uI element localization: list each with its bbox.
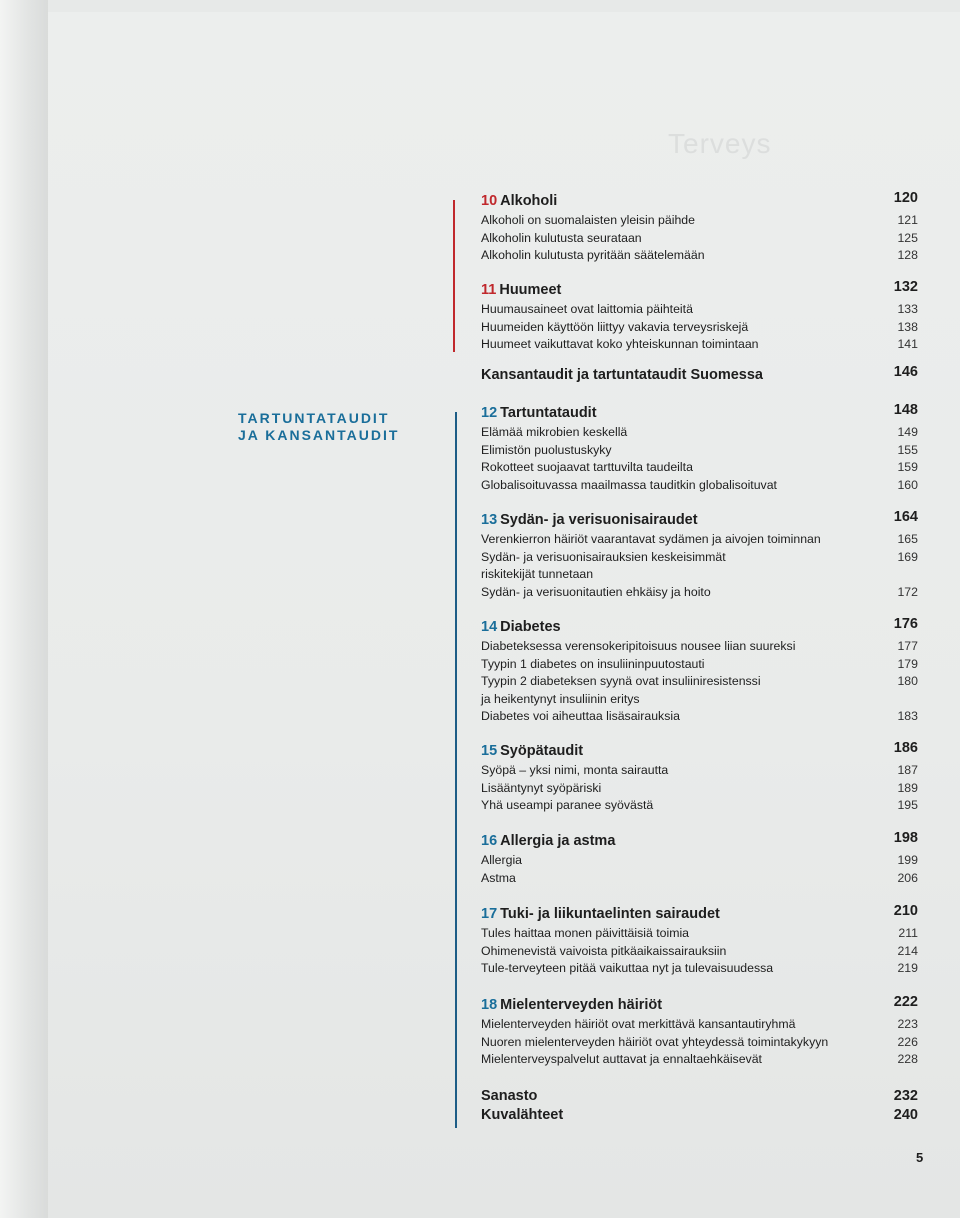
toc-entry: Huumausaineet ovat laittomia päihteitä 133 [481,302,918,316]
toc-entry: ja heikentynyt insuliinin eritys [481,691,640,706]
chapter-title: Tuki- ja liikuntaelinten sairaudet [500,906,720,922]
toc-chapter [481,509,918,601]
toc-chapter [481,740,918,815]
toc-entry: Alkoholin kulutusta pyritään säätelemään 128 [481,248,918,262]
chapter-title: Mielenterveyden häiriöt [500,997,663,1013]
toc-entry: riskitekijät tunnetaan [481,567,594,581]
toc-chapter [481,402,918,494]
toc-end-entries [481,1087,918,1125]
toc-entry: Sydän- ja verisuonitautien ehkäisy ja hoito 172 [481,584,918,599]
toc-entry: Mielenterveyden häiriöt ovat merkittävä kansantautiryhmä 223 [481,1017,918,1031]
toc-entry: Lisääntynyt syöpäriski 189 [481,780,918,795]
toc-entry: Tyypin 1 diabetes on insuliininpuutostauti 179 [481,656,918,671]
toc-part-heading [481,364,918,386]
toc-chapter [481,903,918,978]
toc-entry: Tules haittaa monen päivittäisiä toimia 211 [481,926,918,940]
chapter-heading [481,830,918,852]
chapter-number: 18 [481,997,498,1013]
chapter-heading [481,509,918,531]
red-section-rule [453,200,455,352]
bleed-through-text: Terveys [668,128,772,159]
toc-chapter [481,279,918,354]
toc-chapter [481,616,918,726]
toc-entry: Elimistön puolustuskyky 155 [481,442,918,457]
toc-entry: Rokotteet suojaavat tarttuvilta taudeilta 159 [481,460,918,474]
chapter-number: 15 [481,743,498,759]
chapter-page: 132 [893,279,918,295]
page-number: 5 [916,1150,924,1165]
toc-entry: Tule-terveyteen pitää vaikuttaa nyt ja tulevaisuudessa 219 [481,961,918,975]
toc-entry: Nuoren mielenterveyden häiriöt ovat yhteydessä toimintakykyyn 226 [481,1034,918,1049]
chapter-page: 198 [893,830,918,846]
chapter-number: 12 [481,405,498,421]
part-page: 146 [893,364,918,380]
chapter-page: 148 [893,402,918,418]
chapter-page: 186 [893,740,918,756]
toc-chapter [481,830,918,887]
toc-entry: Elämää mikrobien keskellä 149 [481,425,918,439]
chapter-page: 120 [893,190,918,206]
end-entry-title: Sanasto [481,1088,538,1104]
chapter-heading [481,190,918,212]
end-entry [481,1106,918,1125]
toc-entry: Huumeet vaikuttavat koko yhteiskunnan toimintaan 141 [481,337,918,351]
chapter-title: Syöpätaudit [500,743,584,759]
chapter-title: Alkoholi [500,193,558,209]
toc-entry: Alkoholin kulutusta seurataan 125 [481,230,918,245]
toc-chapter [481,190,918,265]
toc-entry: Verenkierron häiriöt vaarantavat sydämen ja aivojen toiminnan 165 [481,532,918,546]
toc-entry: Syöpä – yksi nimi, monta sairautta 187 [481,763,918,777]
chapter-title: Diabetes [500,619,561,635]
toc-entry: Tyypin 2 diabeteksen syynä ovat insuliiniresistenssi 180 [481,674,918,688]
chapter-page: 210 [893,903,918,919]
toc-entry: Huumeiden käyttöön liittyy vakavia terveysriskejä 138 [481,319,918,334]
chapter-number: 14 [481,619,498,635]
chapter-heading [481,402,918,424]
book-gutter [0,0,48,1218]
chapter-heading [481,616,918,638]
chapter-title: Allergia ja astma [500,833,616,849]
toc-entry: Yhä useampi paranee syövästä 195 [481,798,918,812]
chapter-heading [481,994,918,1016]
section-label-line1: TARTUNTATAUDIT [238,410,390,426]
chapter-number: 11 [481,282,497,298]
chapter-number: 10 [481,193,498,209]
chapter-heading [481,903,918,925]
toc-entry: Diabetes voi aiheuttaa lisäsairauksia 183 [481,709,918,723]
chapter-page: 176 [893,616,918,632]
end-entry [481,1087,918,1106]
toc-chapter [481,994,918,1069]
chapter-number: 16 [481,833,498,849]
toc-entry: Alkoholi on suomalaisten yleisin päihde 121 [481,213,918,227]
chapter-heading [481,740,918,762]
toc-entry: Globalisoituvassa maailmassa tauditkin globalisoituvat 160 [481,477,918,492]
part-title: Kansantaudit ja tartuntataudit Suomessa [481,367,763,383]
chapter-page: 222 [893,994,918,1010]
section-label-line2: JA KANSANTAUDIT [238,427,400,443]
toc-entry: Sydän- ja verisuonisairauksien keskeisimmät 169 [481,549,918,564]
chapter-title: Sydän- ja verisuonisairaudet [500,512,698,528]
toc-entry: Astma 206 [481,870,918,885]
section-label [238,410,428,444]
chapter-title: Huumeet [499,282,562,298]
end-entry-page: 240 [893,1107,918,1123]
toc-entry: Allergia 199 [481,853,918,867]
chapter-page: 164 [893,509,918,525]
toc-entry: Diabeteksessa verensokeripitoisuus nousee liian suureksi 177 [481,639,918,653]
end-entry-title: Kuvalähteet [481,1107,564,1123]
chapter-number: 17 [481,906,498,922]
chapter-heading [481,279,918,301]
toc-entry: Mielenterveyspalvelut auttavat ja ennaltaehkäisevät 228 [481,1052,918,1066]
end-entry-page: 232 [893,1088,918,1104]
chapter-title: Tartuntataudit [500,405,597,421]
chapter-number: 13 [481,512,498,528]
blue-section-rule [455,412,457,1128]
toc-entry: Ohimenevistä vaivoista pitkäaikaissairauksiin 214 [481,943,918,958]
